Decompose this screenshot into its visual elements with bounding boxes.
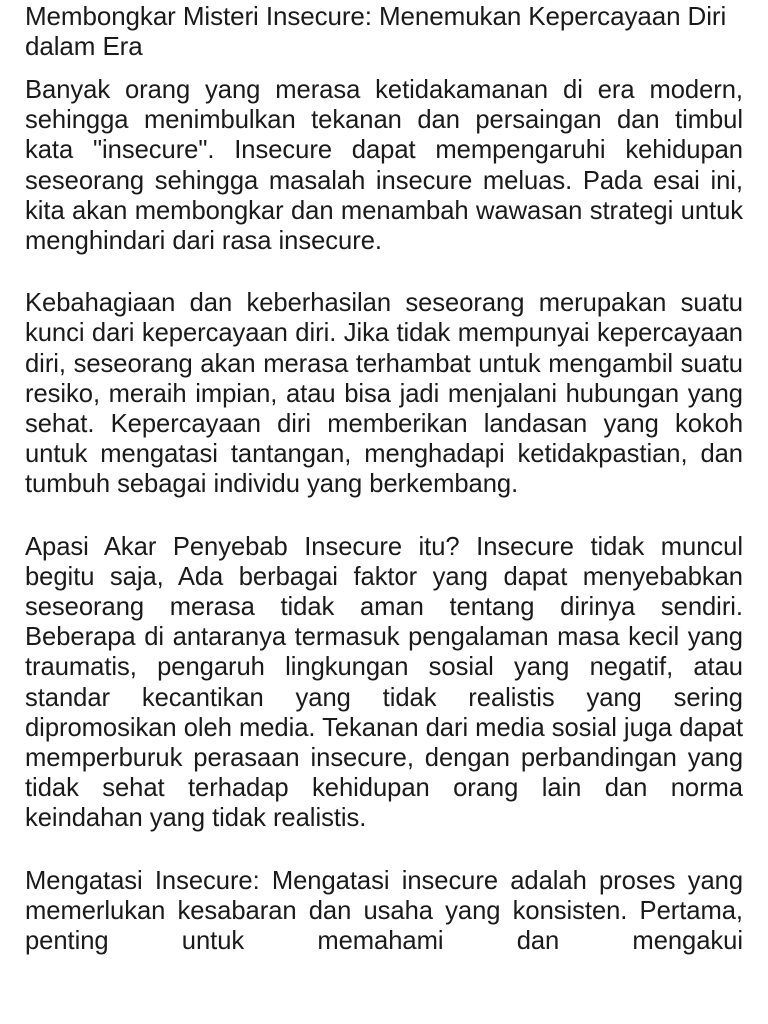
paragraph-overcoming: Mengatasi Insecure: Mengatasi insecure adalah proses yang memerlukan kesabaran dan usaha yang konsisten. Pertama, penting untuk memahami dan mengakui [25, 866, 743, 956]
paragraph-confidence: Kebahagiaan dan keberhasilan seseorang merupakan suatu kunci dari kepercayaan diri. Jika tidak mempunyai kepercayaan diri, seseorang akan merasa terhambat untuk mengambil suatu resiko, meraih impian, atau bisa jadi menjalani hubungan yang sehat. Kepercayaan diri memberikan landasan yang kokoh untuk mengatasi tantangan, menghadapi ketidakpastian, dan tumbuh sebagai individu yang berkembang. [25, 289, 743, 499]
document-title: Membongkar Misteri Insecure: Menemukan Kepercayaan Diri dalam Era [25, 1, 727, 61]
paragraph-causes: Apasi Akar Penyebab Insecure itu? Insecure tidak muncul begitu saja, Ada berbagai faktor yang dapat menyebabkan seseorang merasa tidak aman tentang dirinya sendiri. Beberapa di antaranya termasuk pengalaman masa kecil yang traumatis, pengaruh lingkungan sosial yang negatif, atau standar kecantikan yang tidak realistis yang sering dipromosikan oleh media. Tekanan dari media sosial juga dapat memperburuk perasaan insecure, dengan perbandingan yang tidak sehat terhadap kehidupan orang lain dan norma keindahan yang tidak realistis. [25, 532, 743, 833]
document-page [25, 0, 743, 956]
paragraph-intro: Banyak orang yang merasa ketidakamanan di era modern, sehingga menimbulkan tekanan dan persaingan dan timbul kata "insecure". Insecure dapat mempengaruhi kehidupan seseorang sehingga masalah insecure meluas. Pada esai ini, kita akan membongkar dan menambah wawasan strategi untuk menghindari dari rasa insecure. [25, 76, 743, 256]
